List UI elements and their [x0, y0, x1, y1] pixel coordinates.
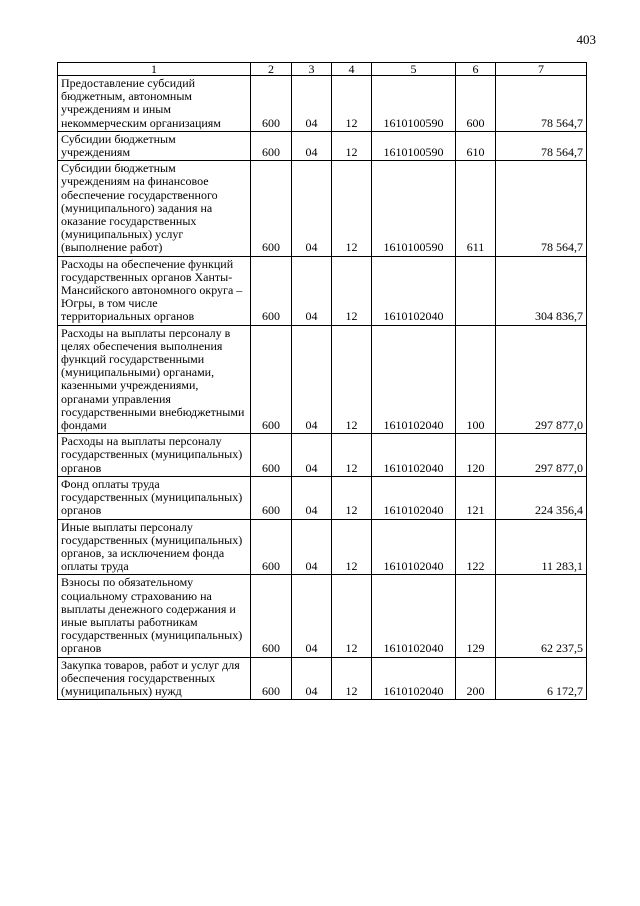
row-ministry-code: 600 — [251, 131, 292, 160]
table-row — [58, 575, 587, 657]
row-amount: 224 356,4 — [496, 476, 587, 519]
table-row — [58, 76, 587, 132]
header-cell-3: 3 — [292, 63, 332, 76]
row-ministry-code: 600 — [251, 476, 292, 519]
header-cell-2: 2 — [251, 63, 292, 76]
row-target-article: 1610102040 — [372, 476, 456, 519]
row-expense-type: 611 — [456, 161, 496, 256]
header-cell-6: 6 — [456, 63, 496, 76]
row-amount: 297 877,0 — [496, 325, 587, 434]
table-row — [58, 161, 587, 256]
row-subsection: 12 — [332, 575, 372, 657]
budget-table — [57, 62, 587, 700]
row-description: Субсидии бюджетным учреждениям — [58, 131, 251, 160]
row-section: 04 — [292, 161, 332, 256]
row-expense-type: 120 — [456, 434, 496, 477]
row-target-article: 1610102040 — [372, 325, 456, 434]
row-target-article: 1610102040 — [372, 434, 456, 477]
table-row — [58, 325, 587, 434]
row-subsection: 12 — [332, 256, 372, 325]
row-target-article: 1610102040 — [372, 575, 456, 657]
row-ministry-code: 600 — [251, 256, 292, 325]
header-cell-7: 7 — [496, 63, 587, 76]
row-section: 04 — [292, 131, 332, 160]
row-section: 04 — [292, 575, 332, 657]
row-target-article: 1610100590 — [372, 76, 456, 132]
row-expense-type: 610 — [456, 131, 496, 160]
row-expense-type: 122 — [456, 519, 496, 575]
page-number: 403 — [576, 32, 596, 47]
row-ministry-code: 600 — [251, 76, 292, 132]
row-amount: 62 237,5 — [496, 575, 587, 657]
row-description: Предоставление субсидий бюджетным, автономным учреждениям и иным некоммерческим организациям — [58, 76, 251, 132]
row-section: 04 — [292, 325, 332, 434]
row-ministry-code: 600 — [251, 657, 292, 700]
table-row — [58, 256, 587, 325]
row-description: Расходы на обеспечение функций государственных органов Ханты-Мансийского автономного округа – Югры, в том числе территориальных органов — [58, 256, 251, 325]
table-row — [58, 131, 587, 160]
row-subsection: 12 — [332, 657, 372, 700]
row-description: Фонд оплаты труда государственных (муниципальных) органов — [58, 476, 251, 519]
row-subsection: 12 — [332, 325, 372, 434]
row-ministry-code: 600 — [251, 575, 292, 657]
row-target-article: 1610100590 — [372, 131, 456, 160]
row-description: Иные выплаты персоналу государственных (муниципальных) органов, за исключением фонда оплаты труда — [58, 519, 251, 575]
row-subsection: 12 — [332, 76, 372, 132]
row-expense-type — [456, 256, 496, 325]
row-subsection: 12 — [332, 434, 372, 477]
row-expense-type: 600 — [456, 76, 496, 132]
row-expense-type: 200 — [456, 657, 496, 700]
table-header-row — [58, 63, 587, 76]
row-ministry-code: 600 — [251, 434, 292, 477]
row-amount: 78 564,7 — [496, 131, 587, 160]
row-description: Расходы на выплаты персоналу государственных (муниципальных) органов — [58, 434, 251, 477]
header-cell-5: 5 — [372, 63, 456, 76]
row-subsection: 12 — [332, 161, 372, 256]
row-expense-type: 129 — [456, 575, 496, 657]
header-cell-4: 4 — [332, 63, 372, 76]
row-target-article: 1610102040 — [372, 256, 456, 325]
row-section: 04 — [292, 256, 332, 325]
row-section: 04 — [292, 76, 332, 132]
row-section: 04 — [292, 434, 332, 477]
row-expense-type: 100 — [456, 325, 496, 434]
table-row — [58, 434, 587, 477]
row-section: 04 — [292, 476, 332, 519]
row-ministry-code: 600 — [251, 161, 292, 256]
row-expense-type: 121 — [456, 476, 496, 519]
row-ministry-code: 600 — [251, 325, 292, 434]
table-row — [58, 476, 587, 519]
row-description: Закупка товаров, работ и услуг для обеспечения государственных (муниципальных) нужд — [58, 657, 251, 700]
row-amount: 304 836,7 — [496, 256, 587, 325]
row-amount: 78 564,7 — [496, 76, 587, 132]
row-section: 04 — [292, 519, 332, 575]
row-description: Субсидии бюджетным учреждениям на финансовое обеспечение государственного (муниципального) задания на оказание государственных (муниципальных) услуг (выполнение работ) — [58, 161, 251, 256]
row-amount: 6 172,7 — [496, 657, 587, 700]
row-description: Взносы по обязательному социальному страхованию на выплаты денежного содержания и иные выплаты работникам государственных (муниципальных) органов — [58, 575, 251, 657]
row-amount: 297 877,0 — [496, 434, 587, 477]
row-section: 04 — [292, 657, 332, 700]
row-target-article: 1610102040 — [372, 657, 456, 700]
row-description: Расходы на выплаты персоналу в целях обеспечения выполнения функций государственными (муниципальными) органами, казенными учреждениями, органами управления государственными внебюджетными фондами — [58, 325, 251, 434]
row-target-article: 1610102040 — [372, 519, 456, 575]
header-cell-1: 1 — [58, 63, 251, 76]
table-row — [58, 519, 587, 575]
row-subsection: 12 — [332, 476, 372, 519]
row-subsection: 12 — [332, 131, 372, 160]
row-amount: 78 564,7 — [496, 161, 587, 256]
table-row — [58, 657, 587, 700]
row-subsection: 12 — [332, 519, 372, 575]
row-ministry-code: 600 — [251, 519, 292, 575]
row-amount: 11 283,1 — [496, 519, 587, 575]
row-target-article: 1610100590 — [372, 161, 456, 256]
